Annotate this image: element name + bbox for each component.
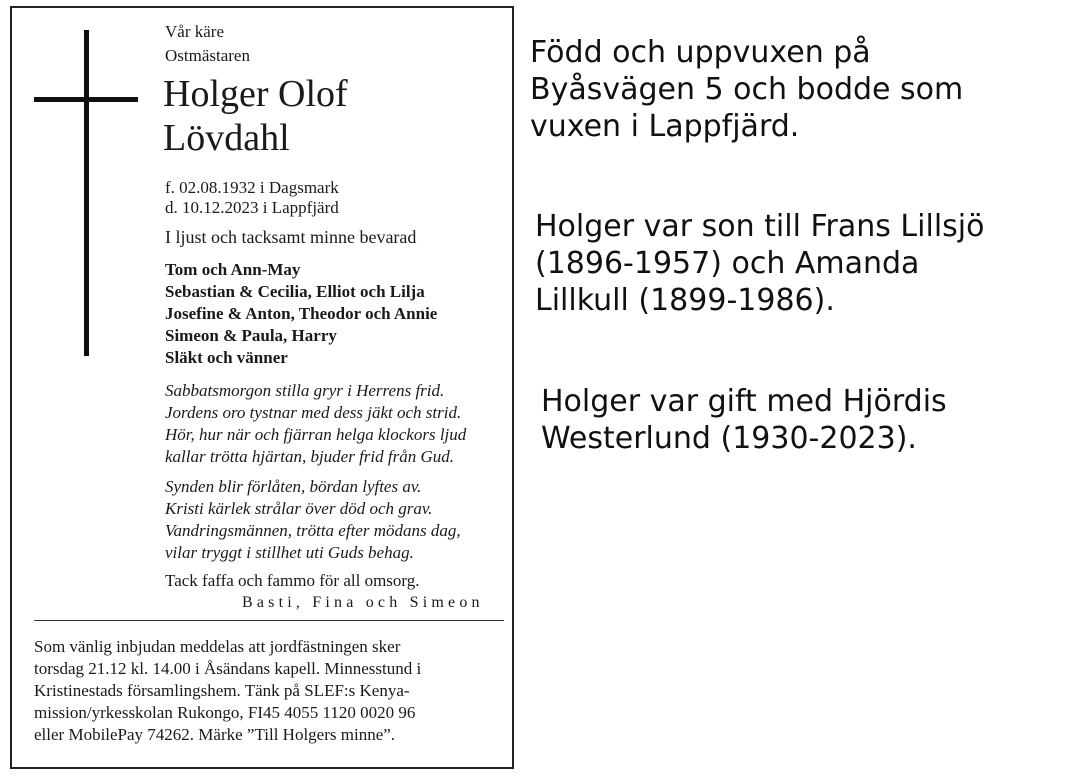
funeral-invitation [34, 636, 421, 746]
family-line: Josefine & Anton, Theodor och Annie [165, 304, 438, 323]
info-line: Holger var son till Frans Lillsjö [535, 209, 985, 244]
family-list [165, 259, 437, 369]
info-line: Holger var gift med Hjördis [541, 384, 947, 419]
invitation-line: eller MobilePay 74262. Märke ”Till Holgers minne”. [34, 725, 396, 744]
info-line: Byåsvägen 5 och bodde som [530, 72, 964, 107]
info-line: Westerlund (1930-2023). [541, 421, 917, 456]
thanks-line: Tack faffa och fammo för all omsorg. [165, 571, 420, 590]
info-line: Född och uppvuxen på [530, 35, 871, 70]
intro-line: Vår käre [165, 22, 224, 41]
info-line: Lillkull (1899-1986). [535, 283, 835, 318]
cross-icon-horizontal [34, 97, 138, 102]
death-date: d. 10.12.2023 i Lappfjärd [165, 198, 339, 217]
verse-line: vilar tryggt i stillhet uti Guds behag. [165, 543, 414, 562]
verse-line: Synden blir förlåten, bördan lyftes av. [165, 477, 422, 496]
death-notice [10, 6, 514, 769]
intro-line: Ostmästaren [165, 46, 250, 65]
invitation-line: mission/yrkesskolan Rukongo, FI45 4055 1120 0020 96 [34, 703, 416, 722]
info-line: vuxen i Lappfjärd. [530, 109, 800, 144]
invitation-line: torsdag 21.12 kl. 14.00 i Åsändans kapell. Minnesstund i [34, 659, 422, 678]
birth-date: f. 02.08.1932 i Dagsmark [165, 178, 339, 197]
divider [34, 620, 504, 621]
life-dates [165, 178, 339, 218]
notice-intro [165, 20, 250, 68]
verse-line: Jordens oro tystnar med dess jäkt och strid. [165, 403, 462, 422]
verse-2 [165, 476, 461, 564]
family-line: Simeon & Paula, Harry [165, 326, 337, 345]
family-line: Tom och Ann-May [165, 260, 301, 279]
invitation-line: Kristinestads församlingshem. Tänk på SLEF:s Kenya- [34, 681, 410, 700]
info-paragraph-2 [535, 208, 984, 319]
deceased-name [163, 72, 348, 160]
verse-line: Sabbatsmorgon stilla gryr i Herrens frid. [165, 381, 445, 400]
verse-line: Hör, hur när och fjärran helga klockors ljud [165, 425, 467, 444]
family-line: Sebastian & Cecilia, Elliot och Lilja [165, 282, 425, 301]
cross-icon-vertical [84, 30, 89, 356]
verse-line: kallar trötta hjärtan, bjuder frid från Gud. [165, 447, 455, 466]
info-paragraph-3 [541, 383, 947, 457]
verse-1 [165, 380, 466, 468]
name-line: Holger Olof [163, 73, 348, 115]
memory-line: I ljust och tacksamt minne bevarad [165, 227, 417, 247]
signature: Basti, Fina och Simeon [242, 594, 484, 611]
verse-line: Kristi kärlek strålar över död och grav. [165, 499, 433, 518]
info-line: (1896-1957) och Amanda [535, 246, 920, 281]
family-line: Släkt och vänner [165, 348, 288, 367]
name-line: Lövdahl [163, 117, 290, 159]
info-paragraph-1 [530, 34, 963, 145]
verse-line: Vandringsmännen, trötta efter mödans dag, [165, 521, 461, 540]
invitation-line: Som vänlig inbjudan meddelas att jordfästningen sker [34, 637, 401, 656]
